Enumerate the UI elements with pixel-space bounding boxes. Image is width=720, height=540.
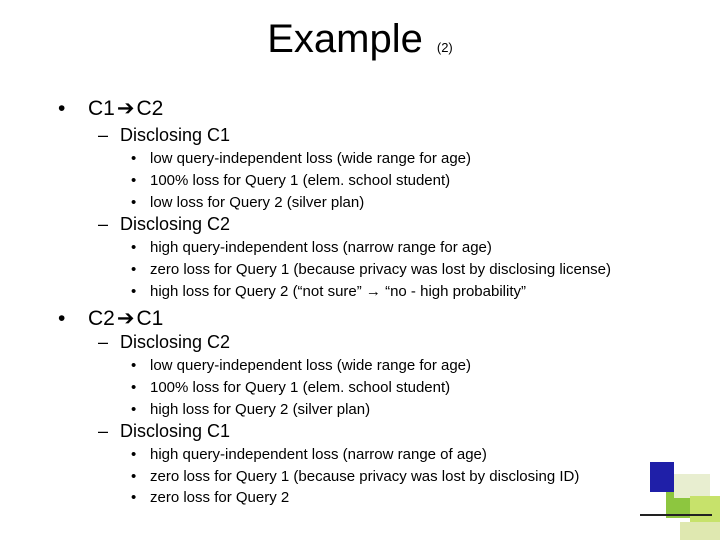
bullet-icon: • — [131, 150, 137, 167]
deco-line — [640, 514, 712, 516]
bullet-icon: • — [131, 468, 137, 485]
section-heading: • C2➔C1 — [58, 307, 164, 330]
list-item: • high loss for Query 2 (silver plan) — [131, 399, 370, 421]
list-item: • high query-independent loss (narrow range of age) — [131, 444, 487, 466]
bullet-icon: • — [131, 261, 137, 278]
bullet-icon: • — [131, 446, 137, 463]
list-item: • 100% loss for Query 1 (elem. school student) — [131, 170, 450, 192]
deco-block-pale — [674, 474, 710, 498]
corner-decoration — [640, 460, 720, 540]
list-item: • 100% loss for Query 1 (elem. school student) — [131, 377, 450, 399]
group-heading: – Disclosing C2 — [98, 214, 231, 234]
dash-icon: – — [98, 421, 109, 441]
dash-icon: – — [98, 125, 109, 145]
group-heading: – Disclosing C2 — [98, 332, 231, 352]
slide-title — [0, 16, 720, 62]
deco-block-light — [680, 522, 720, 540]
arrow-right-icon: ➔ — [116, 97, 135, 120]
bullet-icon: • — [131, 489, 137, 506]
section-heading: • C1➔C2 — [58, 97, 164, 120]
group-heading: – Disclosing C1 — [98, 421, 231, 441]
list-item: • zero loss for Query 2 — [131, 487, 289, 509]
bullet-icon: • — [131, 357, 137, 374]
title-text: Example — [267, 17, 423, 61]
list-item: • zero loss for Query 1 (because privacy was lost by disclosing license) — [131, 259, 611, 281]
deco-block-lime — [690, 496, 720, 526]
list-item: • low loss for Query 2 (silver plan) — [131, 192, 364, 214]
arrow-right-icon: ➔ — [116, 307, 135, 330]
bullet-icon: • — [58, 97, 66, 120]
bullet-icon: • — [131, 283, 137, 300]
group-heading: – Disclosing C1 — [98, 125, 231, 145]
list-item: • high loss for Query 2 (“not sure” → “no - high probability” — [131, 281, 526, 303]
bullet-icon: • — [131, 239, 137, 256]
list-item: • zero loss for Query 1 (because privacy was lost by disclosing ID) — [131, 466, 579, 488]
dash-icon: – — [98, 332, 109, 352]
bullet-icon: • — [131, 194, 137, 211]
list-item: • low query-independent loss (wide range for age) — [131, 355, 471, 377]
bullet-icon: • — [58, 307, 66, 330]
list-item: • high query-independent loss (narrow range for age) — [131, 237, 492, 259]
bullet-icon: • — [131, 401, 137, 418]
title-suffix: (2) — [436, 40, 453, 55]
dash-icon: – — [98, 214, 109, 234]
deco-block-blue — [650, 462, 674, 492]
bullet-icon: • — [131, 172, 137, 189]
list-item: • low query-independent loss (wide range for age) — [131, 148, 471, 170]
bullet-icon: • — [131, 379, 137, 396]
